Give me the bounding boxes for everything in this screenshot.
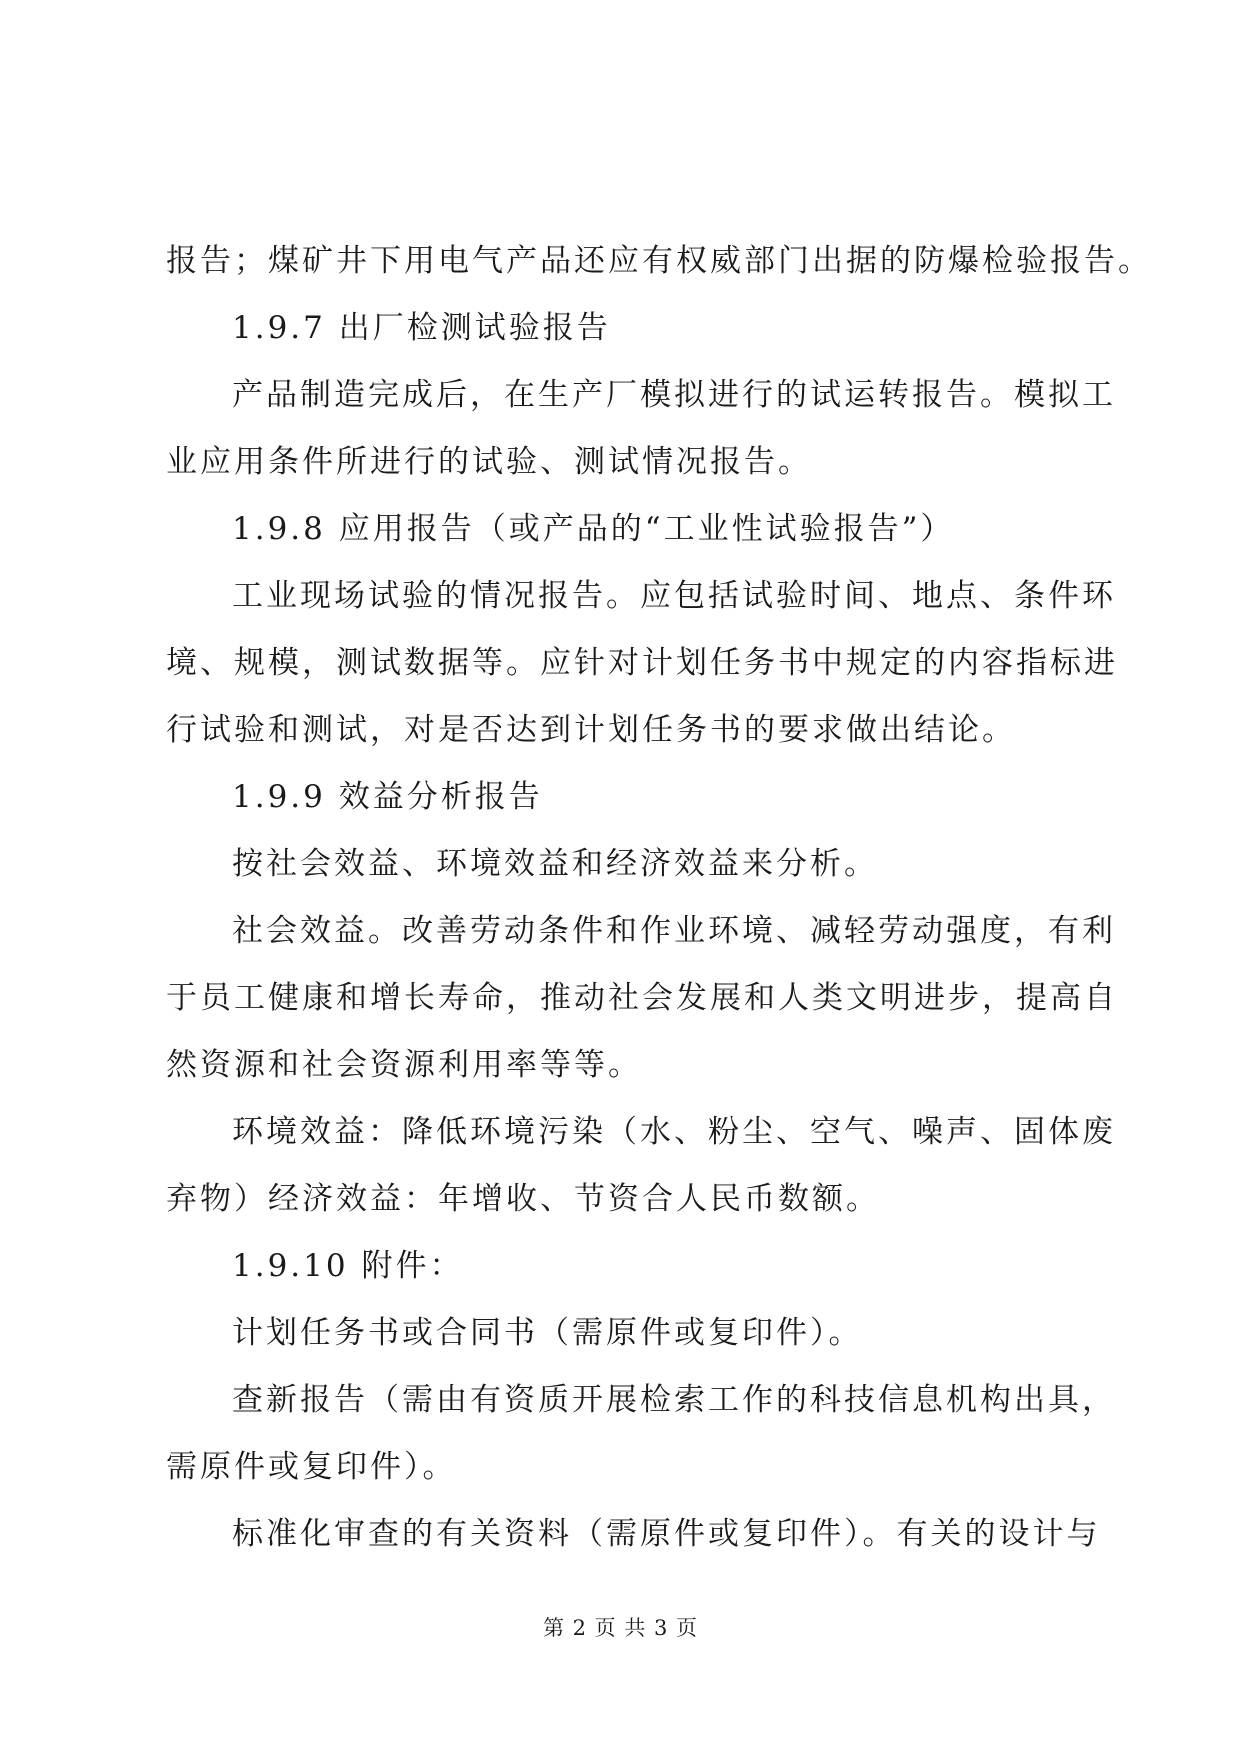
- text-line: 环境效益：降低环境污染（水、粉尘、空气、噪声、固体废: [232, 1114, 1116, 1150]
- text-line: 产品制造完成后，在生产厂模拟进行的试运转报告。模拟工: [232, 377, 1116, 413]
- text-line: 社会效益。改善劳动条件和作业环境、减轻劳动强度，有利: [232, 913, 1116, 949]
- text-line: 需原件或复印件）。: [166, 1449, 457, 1485]
- text-line: 工业现场试验的情况报告。应包括试验时间、地点、条件环: [232, 578, 1116, 614]
- document-body: [166, 228, 1152, 1568]
- text-line: 1.9.8 应用报告（或产品的“工业性试验报告”）: [232, 511, 955, 547]
- text-line: 于员工健康和增长寿命，推动社会发展和人类文明进步，提高自: [166, 980, 1118, 1016]
- text-line: 行试验和测试，对是否达到计划任务书的要求做出结论。: [166, 712, 1016, 748]
- text-line: 报告；煤矿井下用电气产品还应有权威部门出据的防爆检验报告。: [166, 243, 1152, 279]
- text-line: 1.9.7 出厂检测试验报告: [232, 310, 611, 346]
- text-line: 按社会效益、环境效益和经济效益来分析。: [232, 846, 878, 882]
- text-line: 业应用条件所进行的试验、测试情况报告。: [166, 444, 812, 480]
- text-line: 弃物）经济效益：年增收、节资合人民币数额。: [166, 1181, 880, 1217]
- text-line: 1.9.10 附件：: [232, 1248, 464, 1284]
- page-number-label: 第 2 页 共 3 页: [542, 1616, 699, 1640]
- text-line: 计划任务书或合同书（需原件或复印件）。: [232, 1315, 863, 1351]
- text-line: 然资源和社会资源利用率等等。: [166, 1047, 642, 1083]
- text-line: 1.9.9 效益分析报告: [232, 779, 543, 815]
- text-line: 标准化审查的有关资料（需原件或复印件）。有关的设计与: [232, 1516, 1101, 1552]
- page-footer: [0, 1612, 1241, 1642]
- text-line: 境、规模，测试数据等。应针对计划任务书中规定的内容指标进: [166, 645, 1118, 681]
- text-line: 查新报告（需由有资质开展检索工作的科技信息机构出具，: [232, 1382, 1116, 1418]
